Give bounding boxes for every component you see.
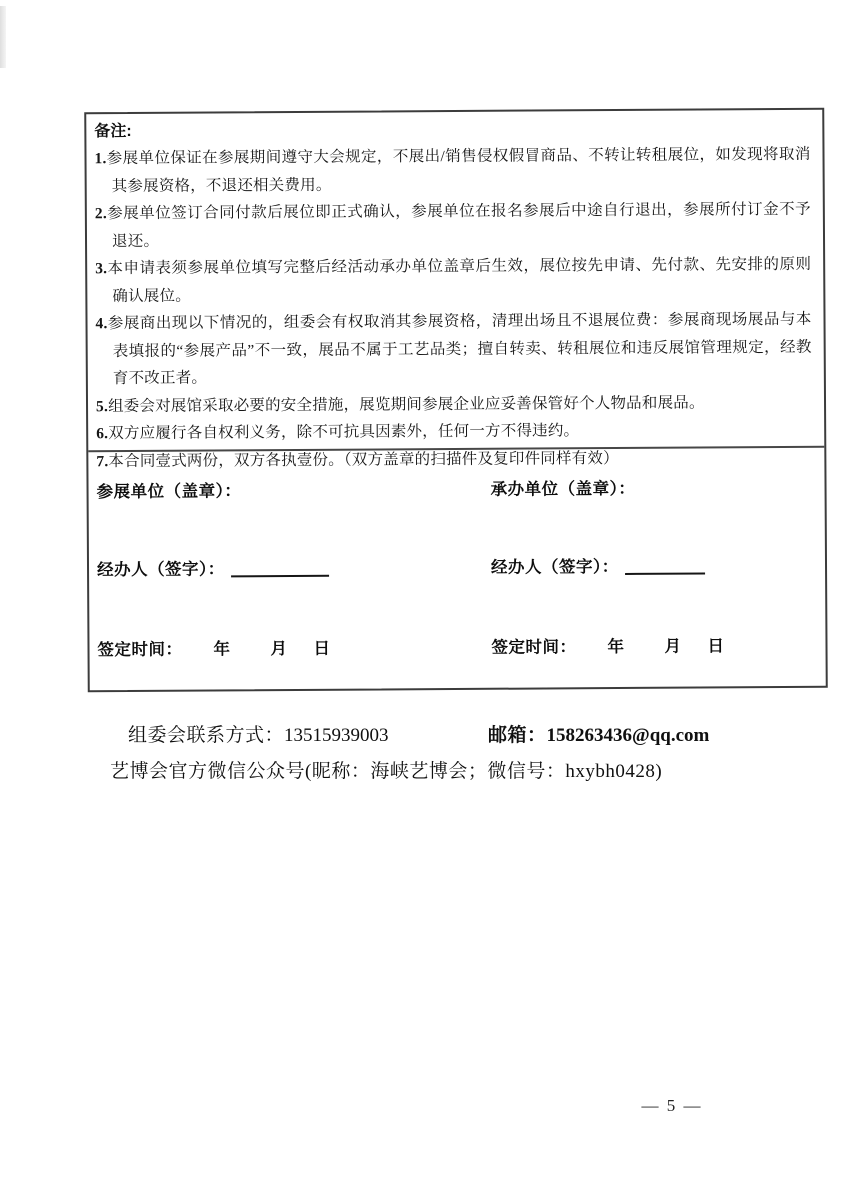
day-label: 日 <box>707 637 725 656</box>
note-text: 双方应履行各自权利义务，除不可抗具因素外，任何一方不得违约。 <box>108 422 580 443</box>
exhibitor-agent-label <box>97 555 329 580</box>
note-number: 6. <box>96 425 109 443</box>
note-item-5 <box>96 388 812 420</box>
signature-section <box>88 450 825 690</box>
exhibitor-stamp-label: 参展单位（盖章）： <box>96 482 242 502</box>
page-number: — 5 — <box>641 1096 703 1115</box>
date-label-text: 签定时间： <box>97 640 183 660</box>
contact-line-1 <box>0 720 848 754</box>
phone-label: 组委会联系方式： <box>128 725 285 746</box>
notes-section <box>86 110 824 470</box>
scan-artifact <box>0 6 6 68</box>
agent-row <box>89 552 825 580</box>
email-label: 邮箱： <box>488 725 547 746</box>
year-label: 年 <box>607 637 625 657</box>
note-item-4 <box>95 306 811 393</box>
note-number: 1. <box>94 150 107 168</box>
note-number: 5. <box>95 397 109 415</box>
note-text: 参展单位保证在参展期间遵守大会规定，不展出/销售侵权假冒商品、不转让转租展位，如发现将取消其参展资格，不退还相关费用。 <box>106 145 811 195</box>
note-item-2 <box>95 196 811 255</box>
note-text: 本合同壹式两份，双方各执壹份。（双方盖章的扫描件及复印件同样有效） <box>108 449 619 470</box>
organizer-stamp-label: 承办单位（盖章）： <box>490 479 636 499</box>
remarks-box <box>84 108 828 693</box>
note-text: 参展商出现以下情况的，组委会有权取消其参展资格，清理出场且不退展位费：参展商现场展品与本表填报的“参展产品”不一致，展品不属于工艺品类；擅自转卖、转租展位和违反展馆管理规定，经教育不改正者。 <box>107 310 812 388</box>
contact-block <box>0 720 848 782</box>
email-address: 158263436@qq.com <box>546 725 710 746</box>
stamp-row <box>88 474 824 502</box>
exhibitor-date-label <box>97 635 330 660</box>
note-item-1 <box>94 141 810 200</box>
committee-phone <box>128 720 389 747</box>
month-label: 月 <box>270 640 288 659</box>
note-number: 4. <box>95 315 108 333</box>
year-label: 年 <box>213 640 231 659</box>
note-number: 7. <box>96 452 109 470</box>
note-text: 本申请表须参展单位填写完整后经活动承办单位盖章后生效，展位按先申请、先付款、先安排的原则确认展位。 <box>107 255 812 305</box>
note-number: 2. <box>94 205 107 223</box>
date-row <box>89 632 825 660</box>
note-text: 组委会对展馆采取必要的安全措施，展览期间参展企业应妥善保管好个人物品和展品。 <box>108 393 705 415</box>
note-number: 3. <box>95 260 108 278</box>
note-text: 参展单位签订合同付款后展位即正式确认，参展单位在报名参展后中途自行退出，参展所付订金不予退还。 <box>106 200 811 250</box>
phone-number: 13515939003 <box>284 725 389 746</box>
day-label: 日 <box>313 639 331 658</box>
signature-blank <box>231 574 329 578</box>
committee-email <box>488 720 709 747</box>
contact-line-2: 艺博会官方微信公众号(昵称：海峡艺博会；微信号：hxybh0428) <box>110 761 663 782</box>
note-item-3 <box>95 251 811 310</box>
agent-label-text: 经办人（签字）： <box>490 558 619 577</box>
month-label: 月 <box>664 637 682 656</box>
organizer-agent-label <box>491 552 705 577</box>
signature-blank <box>625 571 705 574</box>
agent-label-text: 经办人（签字）： <box>96 560 225 580</box>
note-item-6 <box>96 416 812 448</box>
notes-title: 备注: <box>94 122 132 141</box>
date-label-text: 签定时间： <box>491 638 577 657</box>
organizer-date-label <box>491 632 724 657</box>
